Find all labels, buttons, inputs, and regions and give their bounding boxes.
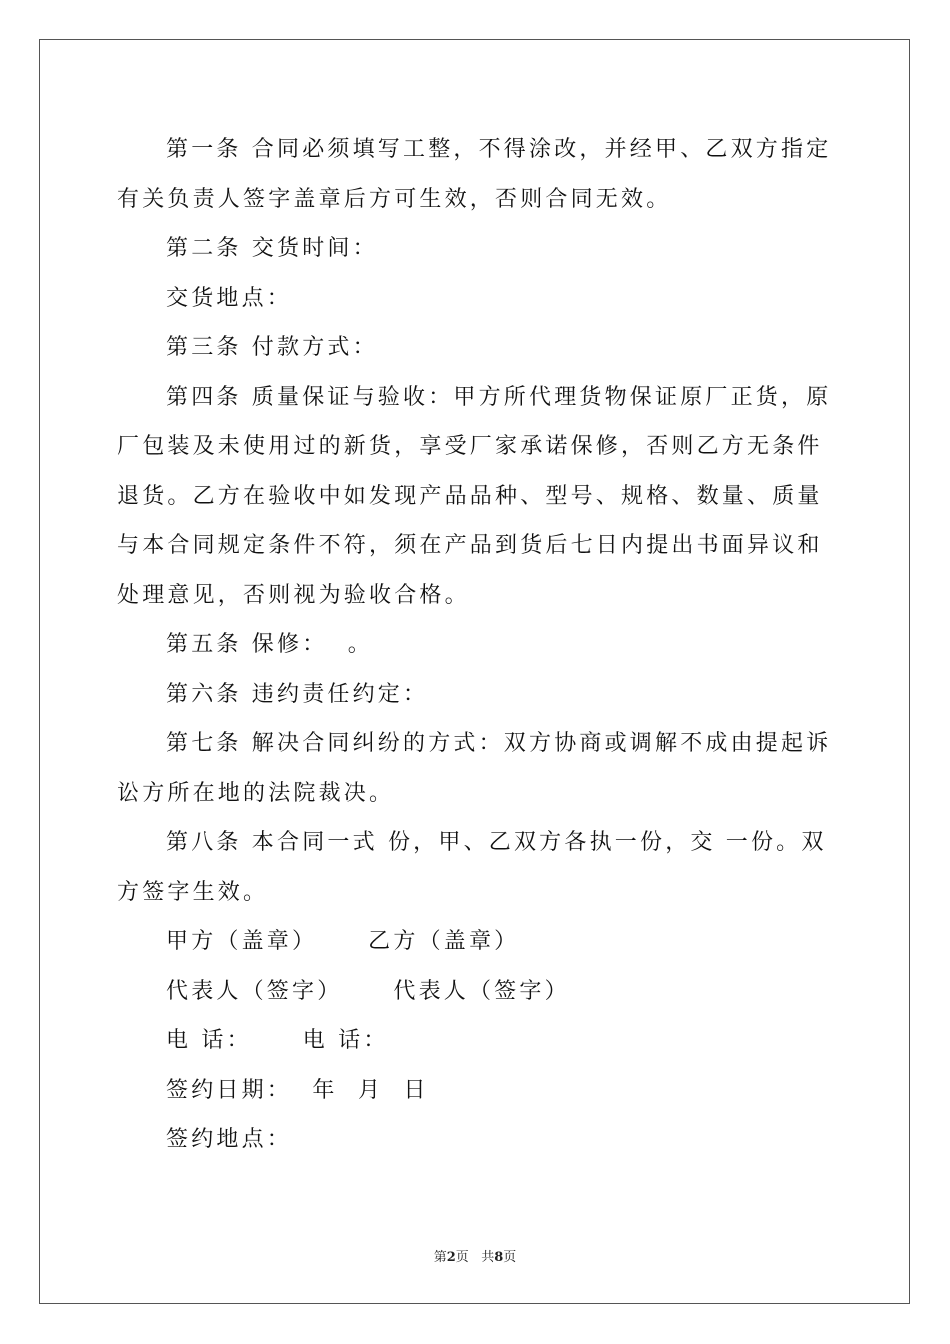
phone-lines: 电 话： 电 话： (166, 1028, 389, 1053)
page-footer (0, 1246, 950, 1265)
clause-7-disputes: 第七条 解决合同纠纷的方式：双方协商或调解不成由提起诉讼方所在地的法院裁决。 (117, 731, 832, 806)
document-body (117, 125, 837, 1165)
page-total: 8 (494, 1250, 504, 1265)
page-suffix: 页 (455, 1250, 469, 1265)
party-seals: 甲方（盖章） 乙方（盖章） (166, 929, 520, 954)
clause-1: 第一条 合同必须填写工整，不得涂改，并经甲、乙双方指定有关负责人签字盖章后方可生效，否则合同无效。 (117, 137, 832, 212)
representative-signatures: 代表人（签字） 代表人（签字） (166, 978, 570, 1004)
clause-4-quality: 第四条 质量保证与验收：甲方所代理货物保证原厂正货，原厂包装及未使用过的新货，享受厂家承诺保修，否则乙方无条件退货。乙方在验收中如发现产品品种、型号、规格、数量、质量与本合同规定条件不符，须在产品到货后七日内提出书面异议和处理意见，否则视为验收合格。 (117, 384, 832, 608)
clause-2-delivery-time: 第二条 交货时间： (166, 236, 378, 261)
total-prefix: 共 (481, 1250, 495, 1265)
clause-6-liability: 第六条 违约责任约定： (166, 681, 429, 707)
page-prefix: 第 (433, 1250, 447, 1265)
clause-5-warranty: 第五条 保修： 。 (166, 632, 373, 657)
signing-date: 签约日期： 年 月 日 (166, 1077, 429, 1103)
delivery-location: 交货地点： (166, 285, 293, 311)
page-current: 2 (446, 1250, 456, 1265)
signing-location: 签约地点： (166, 1127, 293, 1152)
clause-8-copies: 第八条 本合同一式 份，甲、乙双方各执一份，交 一份。双方签字生效。 (117, 830, 827, 905)
total-suffix: 页 (503, 1250, 517, 1265)
clause-3-payment: 第三条 付款方式： (166, 335, 378, 360)
